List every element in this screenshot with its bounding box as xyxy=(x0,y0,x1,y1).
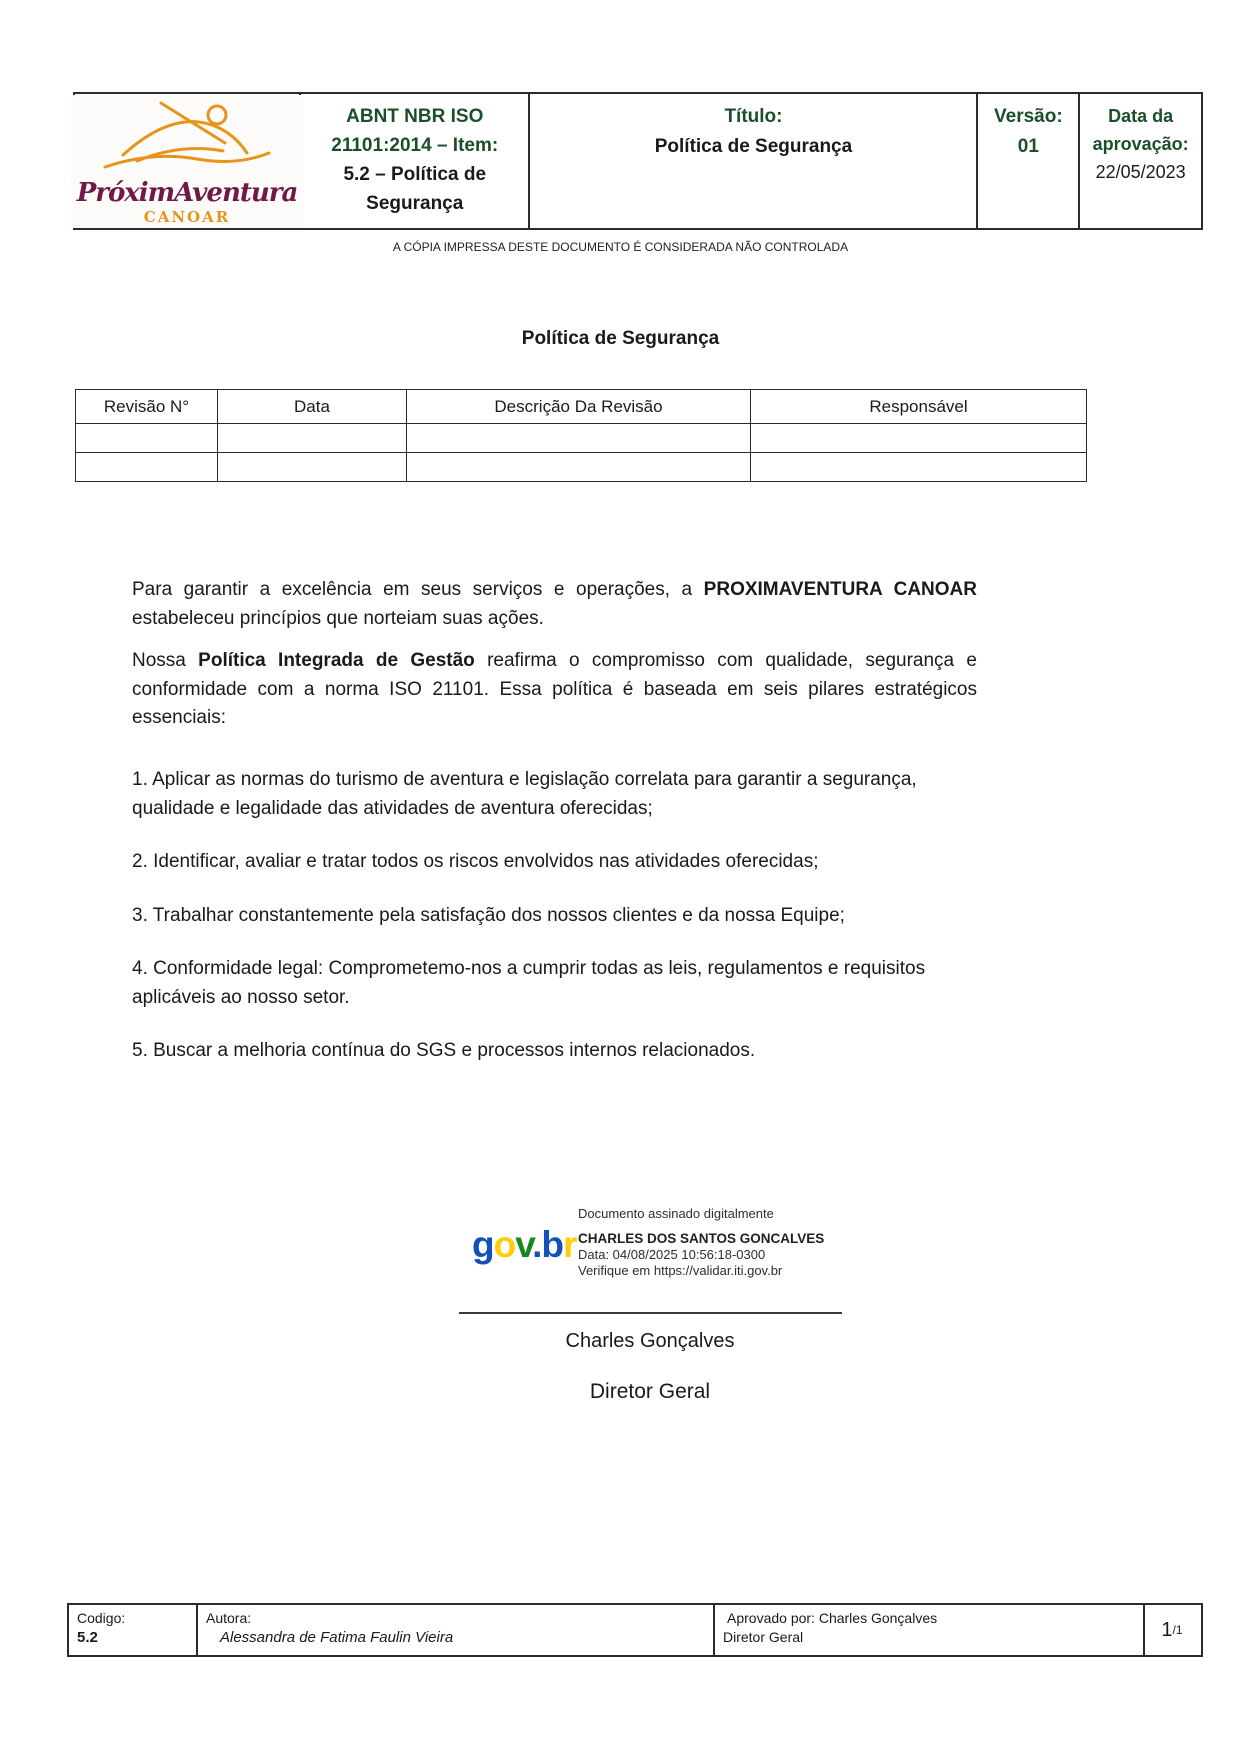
logo-cell xyxy=(75,94,301,228)
list-item: 3. Trabalhar constantemente pela satisfação dos nossos clientes e da nossa Equipe; xyxy=(132,904,845,926)
govbr-letter: o xyxy=(493,1224,516,1265)
govbr-letter: g xyxy=(472,1224,494,1265)
approval-label-1: Data da xyxy=(1108,106,1174,126)
govbr-letter: . xyxy=(532,1224,542,1265)
title-value: Política de Segurança xyxy=(654,136,853,157)
page-total: /1 xyxy=(1172,1622,1183,1637)
signer-name: Charles Gonçalves xyxy=(565,1330,735,1352)
author-label: Autora: xyxy=(206,1610,252,1626)
title-cell xyxy=(530,94,978,228)
empty-cell xyxy=(218,424,407,453)
code-value: 5.2 xyxy=(77,1629,98,1646)
govbr-letter: v xyxy=(515,1224,533,1265)
policy-items-list xyxy=(132,766,932,1091)
govbr-letter: b xyxy=(541,1224,563,1265)
version-label: Versão: xyxy=(994,106,1063,127)
company-name-bold: PROXIMAVENTURA CANOAR xyxy=(703,579,977,600)
norm-line-4: Segurança xyxy=(366,193,464,214)
footer-table xyxy=(67,1603,1203,1657)
govbr-logo xyxy=(472,1224,576,1266)
brand-name: PróximAventura xyxy=(76,177,298,208)
digital-signature-stamp xyxy=(578,1206,824,1279)
empty-cell xyxy=(407,453,751,482)
version-value: 01 xyxy=(1017,136,1039,157)
signature-date: Data: 04/08/2025 10:56:18-0300 xyxy=(578,1247,766,1262)
policy-paragraph xyxy=(132,647,977,733)
norm-reference-cell xyxy=(301,94,530,228)
intro-text: Para garantir a excelência em seus serviços e operações, a xyxy=(132,579,704,600)
version-cell xyxy=(978,94,1080,228)
approved-cell xyxy=(715,1605,1145,1655)
list-item: 2. Identificar, avaliar e tratar todos os riscos envolvidos nas atividades oferecidas; xyxy=(132,851,819,872)
signature-verify-url: Verifique em https://validar.iti.gov.br xyxy=(578,1263,783,1278)
brand-subtitle: CANOAR xyxy=(143,207,231,226)
revision-responsible-header: Responsável xyxy=(751,390,1087,424)
revision-table xyxy=(75,389,1087,482)
approved-role: Diretor Geral xyxy=(723,1629,804,1645)
header-table xyxy=(73,92,1203,230)
revision-date-header: Data xyxy=(218,390,407,424)
canoeist-logo-art xyxy=(97,97,277,175)
empty-cell xyxy=(751,424,1087,453)
approval-date: 22/05/2023 xyxy=(1095,162,1186,182)
empty-cell xyxy=(407,424,751,453)
page-number-cell xyxy=(1145,1605,1199,1655)
list-item: 1. Aplicar as normas do turismo de aventura e legislação correlata para garantir a segurança, qualidade e legalidade das atividades de aventura oferecidas; xyxy=(132,769,917,819)
policy-text-end: reafirma o compromisso com qualidade, segurança e conformidade com a norma ISO 21101. Essa política é baseada em seis pilares estratégicos essenciais: xyxy=(132,650,977,728)
list-item: 5. Buscar a melhoria contínua do SGS e processos internos relacionados. xyxy=(132,1040,756,1061)
policy-name-bold: Política Integrada de Gestão xyxy=(198,650,475,671)
approved-by: Aprovado por: Charles Gonçalves xyxy=(727,1610,938,1626)
page-title: Política de Segurança xyxy=(521,328,720,349)
title-label: Título: xyxy=(724,106,783,127)
table-row xyxy=(76,453,1087,482)
list-item: 4. Conformidade legal: Comprometemo-nos a cumprir todas as leis, regulamentos e requisitos aplicáveis ao nosso setor. xyxy=(132,958,926,1008)
code-cell xyxy=(69,1605,198,1655)
empty-cell xyxy=(76,453,218,482)
approval-label-2: aprovação: xyxy=(1092,134,1189,154)
signature-line xyxy=(459,1312,842,1314)
norm-line-1: ABNT NBR ISO xyxy=(346,106,484,127)
author-cell xyxy=(198,1605,715,1655)
revision-table-header-row xyxy=(76,390,1087,424)
stamp-header: Documento assinado digitalmente xyxy=(578,1206,774,1221)
norm-line-3: 5.2 – Política de xyxy=(343,164,487,185)
table-row xyxy=(76,424,1087,453)
govbr-letter: r xyxy=(562,1224,577,1265)
signer-full-name: CHARLES DOS SANTOS GONCALVES xyxy=(578,1231,825,1246)
company-logo xyxy=(71,95,304,228)
uncontrolled-copy-notice: A CÓPIA IMPRESSA DESTE DOCUMENTO É CONSIDERADA NÃO CONTROLADA xyxy=(392,240,849,254)
intro-paragraph xyxy=(132,576,977,633)
empty-cell xyxy=(218,453,407,482)
empty-cell xyxy=(751,453,1087,482)
norm-line-2: 21101:2014 – Item: xyxy=(331,135,499,156)
empty-cell xyxy=(76,424,218,453)
author-value: Alessandra de Fatima Faulin Vieira xyxy=(220,1629,454,1646)
approval-date-cell xyxy=(1080,94,1201,228)
signer-role: Diretor Geral xyxy=(589,1380,711,1403)
intro-text-end: estabeleceu princípios que norteiam suas ações. xyxy=(132,607,544,629)
revision-description-header: Descrição Da Revisão xyxy=(407,390,751,424)
revision-number-header: Revisão N° xyxy=(76,390,218,424)
page-current: 1 xyxy=(1161,1618,1173,1641)
code-label: Codigo: xyxy=(77,1610,126,1626)
policy-text: Nossa xyxy=(132,650,199,671)
